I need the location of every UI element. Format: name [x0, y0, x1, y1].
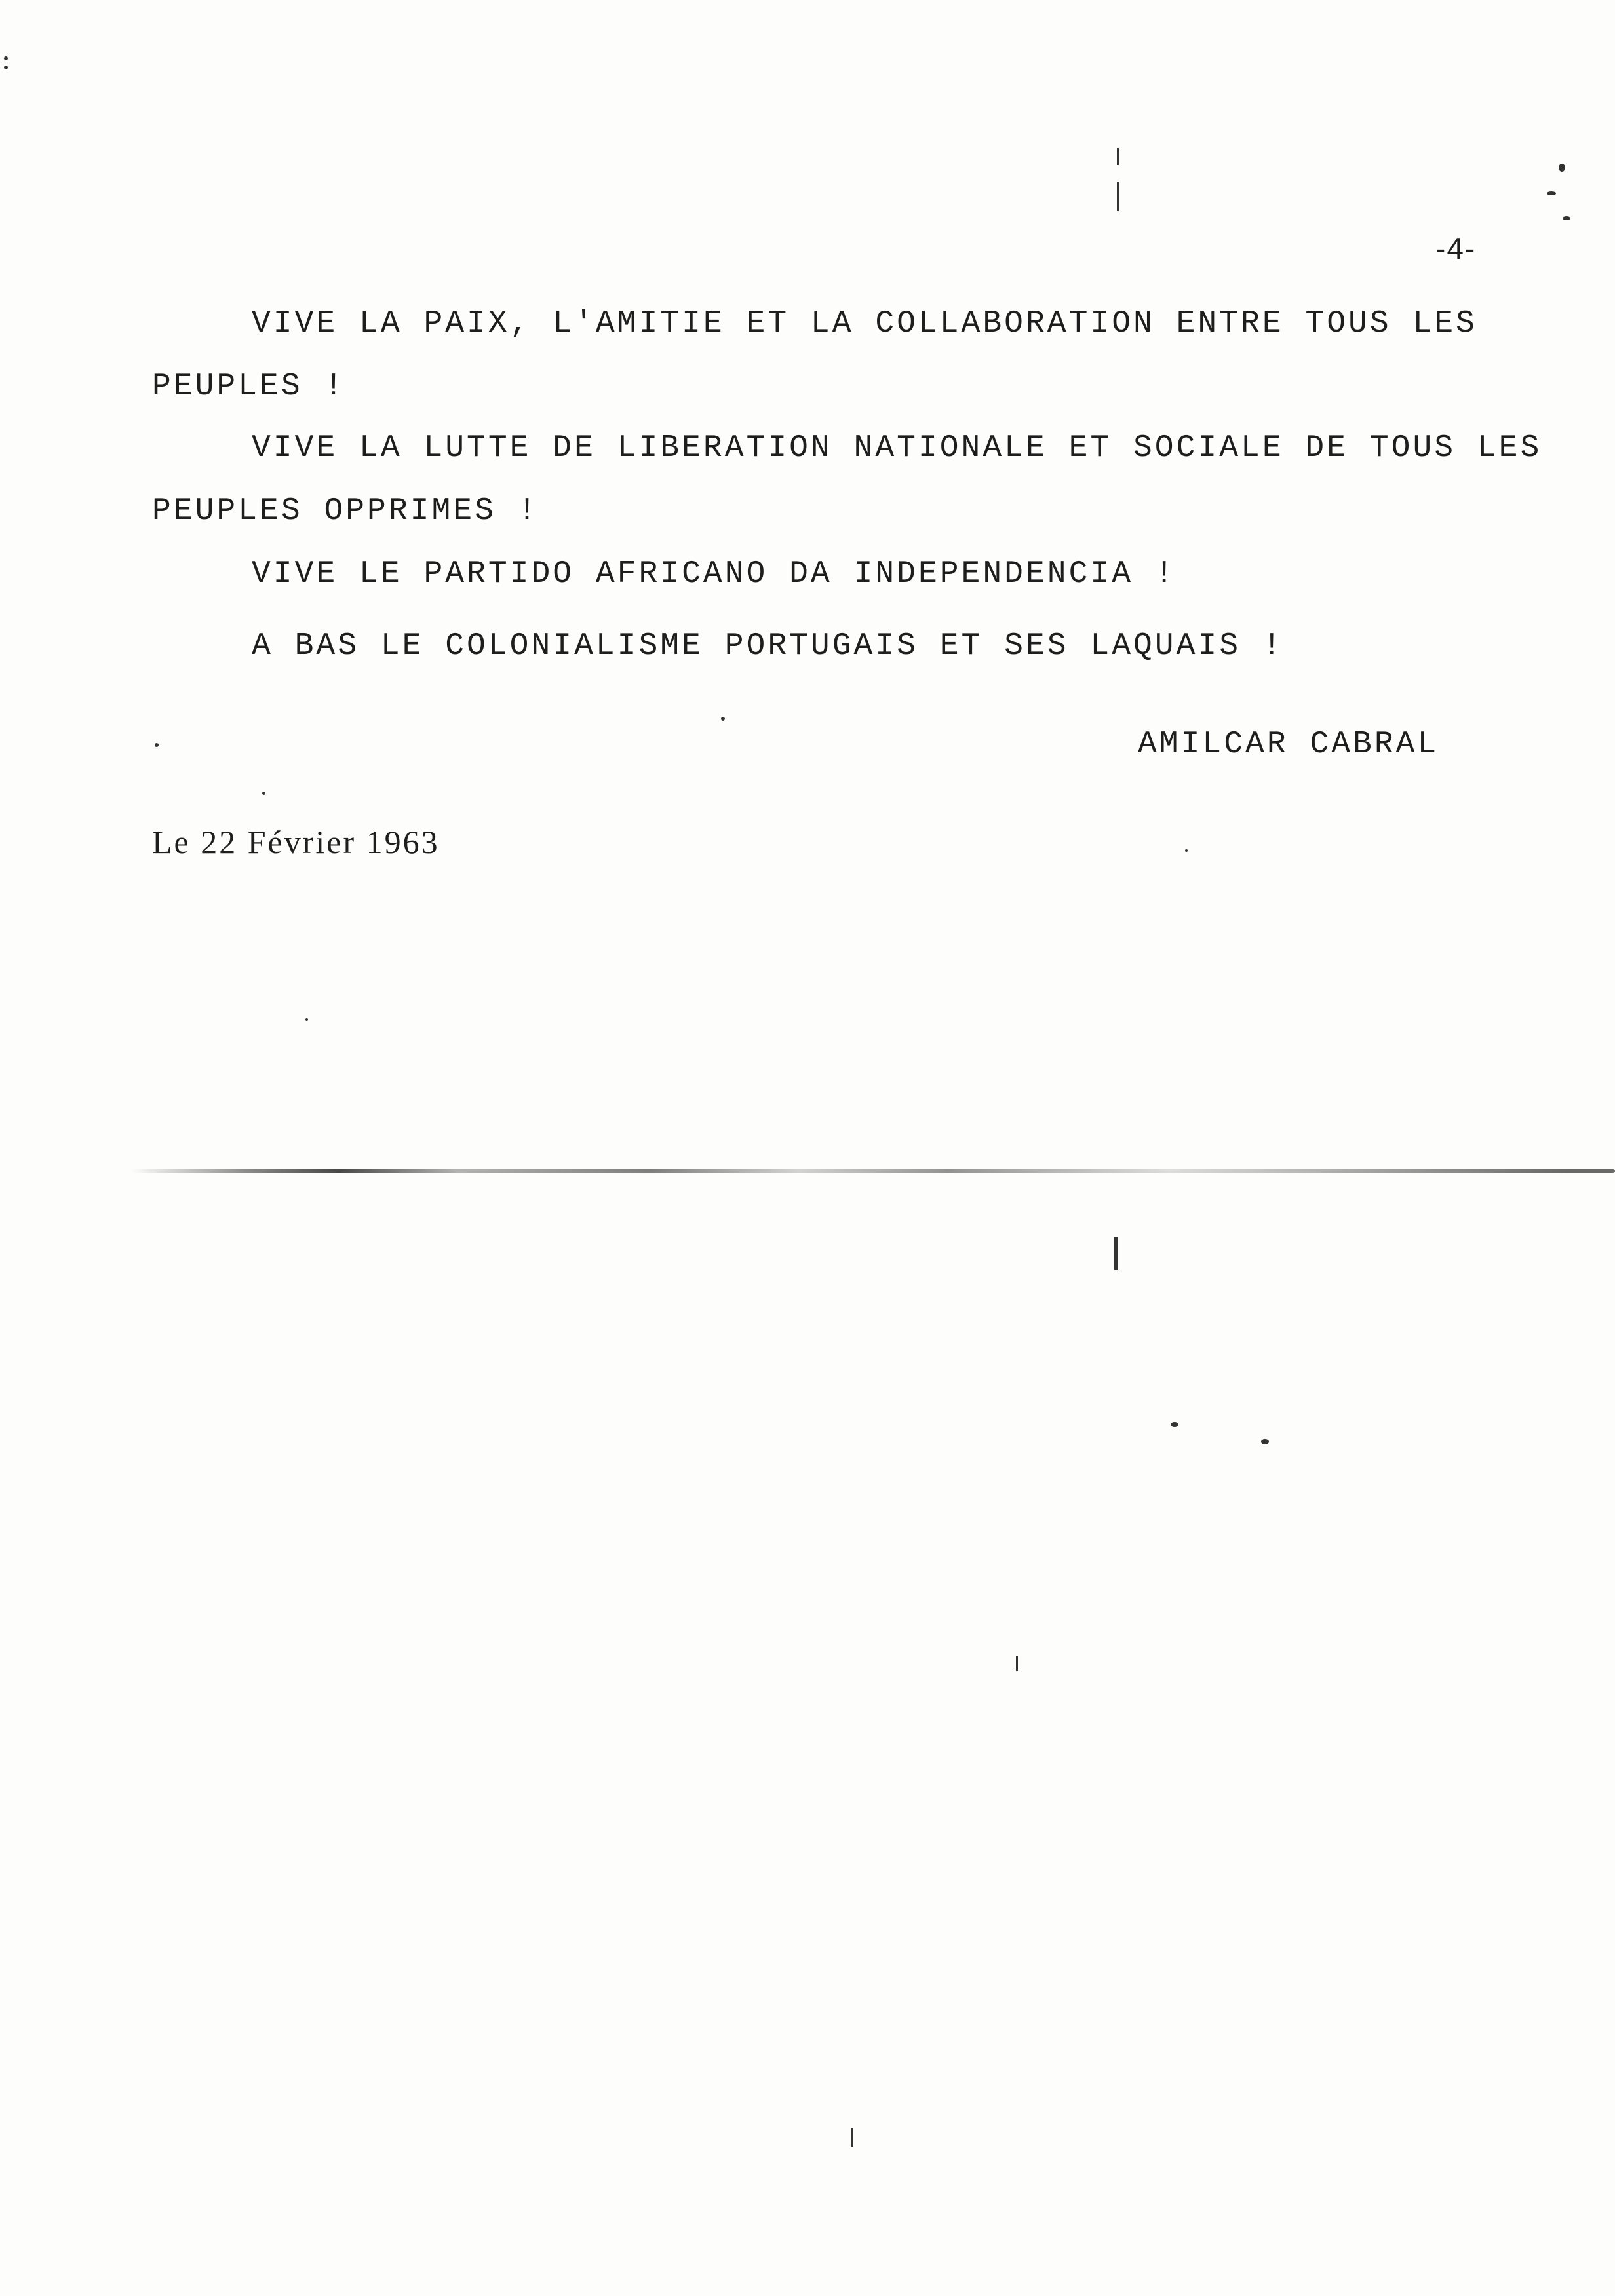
- scan-mark: [1016, 1656, 1018, 1671]
- scan-mark: [1117, 148, 1119, 165]
- scan-speck: [305, 1018, 308, 1021]
- scan-speck: [1261, 1439, 1269, 1444]
- page-number: -4-: [1435, 231, 1477, 265]
- fold-crease: [131, 1169, 1615, 1173]
- scan-speck: [262, 792, 265, 795]
- paragraph-1-line-2: PEUPLES !: [152, 369, 346, 404]
- scan-speck: [1563, 216, 1570, 220]
- scan-mark: [851, 2128, 853, 2147]
- paragraph-1-line-1: VIVE LA PAIX, L'AMITIE ET LA COLLABORATION ENTRE TOUS LES: [252, 306, 1477, 341]
- scan-speck: [4, 66, 8, 69]
- paragraph-3-line-1: VIVE LE PARTIDO AFRICANO DA INDEPENDENCIA !: [252, 556, 1177, 592]
- paragraph-2-line-1: VIVE LA LUTTE DE LIBERATION NATIONALE ET SOCIALE DE TOUS LES: [252, 430, 1542, 466]
- paragraph-4-line-1: A BAS LE COLONIALISME PORTUGAIS ET SES LAQUAIS !: [252, 628, 1284, 664]
- scan-speck: [1185, 849, 1188, 852]
- scan-speck: [1547, 191, 1556, 195]
- date-line: Le 22 Février 1963: [152, 824, 440, 860]
- scan-speck: [1171, 1422, 1178, 1427]
- signature: AMILCAR CABRAL: [1138, 727, 1439, 762]
- scan-speck: [4, 56, 8, 60]
- paragraph-2-line-2: PEUPLES OPPRIMES !: [152, 493, 539, 529]
- scan-speck: [1559, 164, 1565, 172]
- scan-mark: [1117, 182, 1119, 211]
- scan-mark: [1114, 1237, 1118, 1270]
- scan-speck: [155, 743, 159, 747]
- scan-speck: [721, 717, 725, 721]
